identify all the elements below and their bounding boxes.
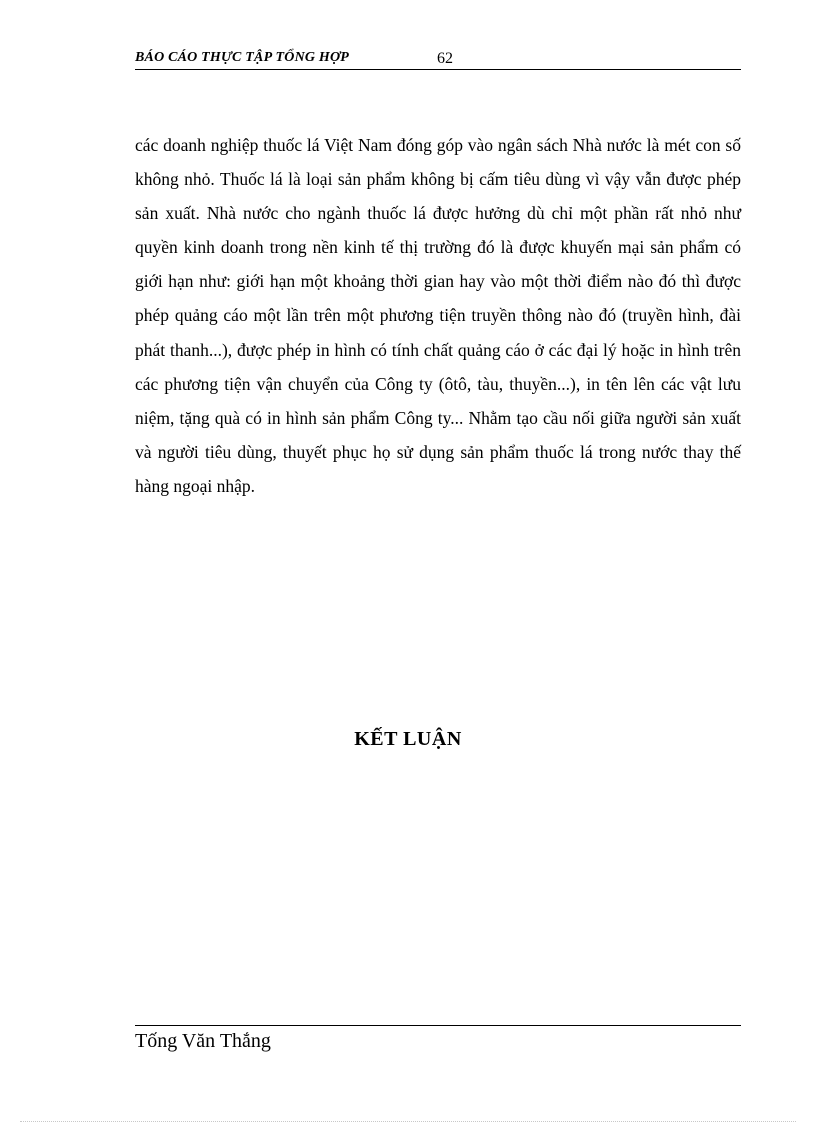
footer-divider <box>135 1025 741 1026</box>
page-header <box>135 48 741 70</box>
footer-author: Tống Văn Thắng <box>135 1030 271 1052</box>
page-bottom-border <box>20 1121 796 1122</box>
section-heading: KẾT LUẬN <box>354 728 462 750</box>
body-paragraph: các doanh nghiệp thuốc lá Việt Nam đóng góp vào ngân sách Nhà nước là mét con số không nhỏ. Thuốc lá là loại sản phẩm không bị cấm tiêu dùng vì vậy vẫn được phép sản xuất. Nhà nước cho ngành thuốc lá được hưởng dù chỉ một phần rất nhỏ như quyền kinh doanh trong nền kinh tế thị trường đó là được khuyến mại sản phẩm có giới hạn như: giới hạn một khoảng thời gian hay vào một thời điểm nào đó thì được phép quảng cáo một lần trên một phương tiện truyền thông nào đó (truyền hình, đài phát thanh...), được phép in hình có tính chất quảng cáo ở các đại lý hoặc in hình trên các phương tiện vận chuyển của Công ty (ôtô, tàu, thuyền...), in tên lên các vật lưu niệm, tặng quà có in hình sản phẩm Công ty... Nhằm tạo cầu nối giữa người sản xuất và người tiêu dùng, thuyết phục họ sử dụng sản phẩm thuốc lá trong nước thay thế hàng ngoại nhập. <box>135 135 741 496</box>
report-title: BÁO CÁO THỰC TẬP TỔNG HỢP <box>135 50 350 65</box>
page-number: 62 <box>437 50 453 67</box>
